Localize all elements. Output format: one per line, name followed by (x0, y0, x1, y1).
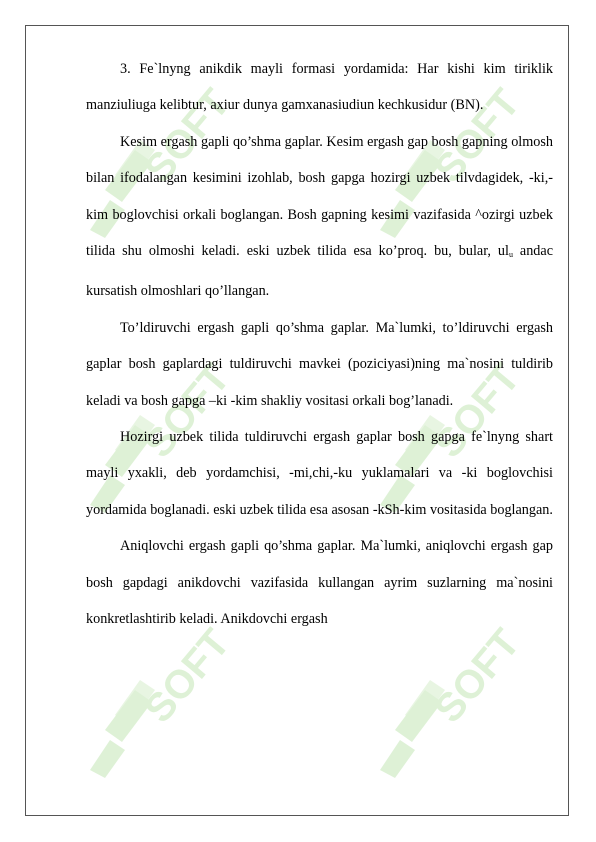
svg-text:SOFT: SOFT (426, 621, 520, 732)
paragraph-3: To’ldiruvchi ergash gapli qo’shma gaplar. Ma`lumki, to’ldiruvchi ergash gaplar bosh gaplardagi tuldiruvchi mavkei (poziciyasi)ning ma`nosini tuldirib keladi va bosh gapga –ki -kim shakliy vositasi orkali bog’lanadi. (86, 319, 553, 409)
document-body (86, 51, 553, 638)
subscript-u: u (508, 250, 513, 260)
paragraph-5: Aniqlovchi ergash gapli qo’shma gaplar. Ma`lumki, aniqlovchi ergash gap bosh gapdagi anikdovchi vazifasida kullangan ayrim suzlarning ma`nosini konkretlashtirib keladi. Anikdovchi ergash (86, 538, 553, 628)
paragraph-1: 3. Fe`lnyng anikdik mayli formasi yordamida: Har kishi kim tiriklik manziuliuga kelibtur, axiur dunya gamxanasiudiun kechkusidur (BN). (86, 61, 553, 114)
paragraph-2 (86, 124, 553, 310)
paragraph-2-tail: andac kursatish olmoshlari qo’llangan. (86, 243, 553, 300)
svg-text:SOFT: SOFT (426, 81, 520, 192)
svg-text:SOFT: SOFT (136, 81, 230, 192)
svg-text:SOFT: SOFT (426, 356, 520, 467)
svg-text:SOFT: SOFT (136, 356, 230, 467)
paragraph-4: Hozirgi uzbek tilida tuldiruvchi ergash gaplar bosh gapga fe`lnyng shart mayli yxakli, deb yordamchisi, -mi,chi,-ku yuklamalari va -ki boglovchisi yordamida boglanadi. eski uzbek tilida esa asosan -kSh-kim vositasida boglangan. (86, 429, 553, 518)
paragraph-2-text: Kesim ergash gapli qo’shma gaplar. Kesim ergash gap bosh gapning olmosh bilan ifodalangan kesimini izohlab, bosh gapga hozirgi uzbek tilvdagidek, -ki,-kim boglovchisi orkali boglangan. Bosh gapning kesimi vazifasida ^ozirgi uzbek tilida shu olmoshi keladi. eski uzbek tilida esa ko’proq. bu, bular, ul (86, 133, 553, 260)
svg-text:SOFT: SOFT (136, 621, 230, 732)
